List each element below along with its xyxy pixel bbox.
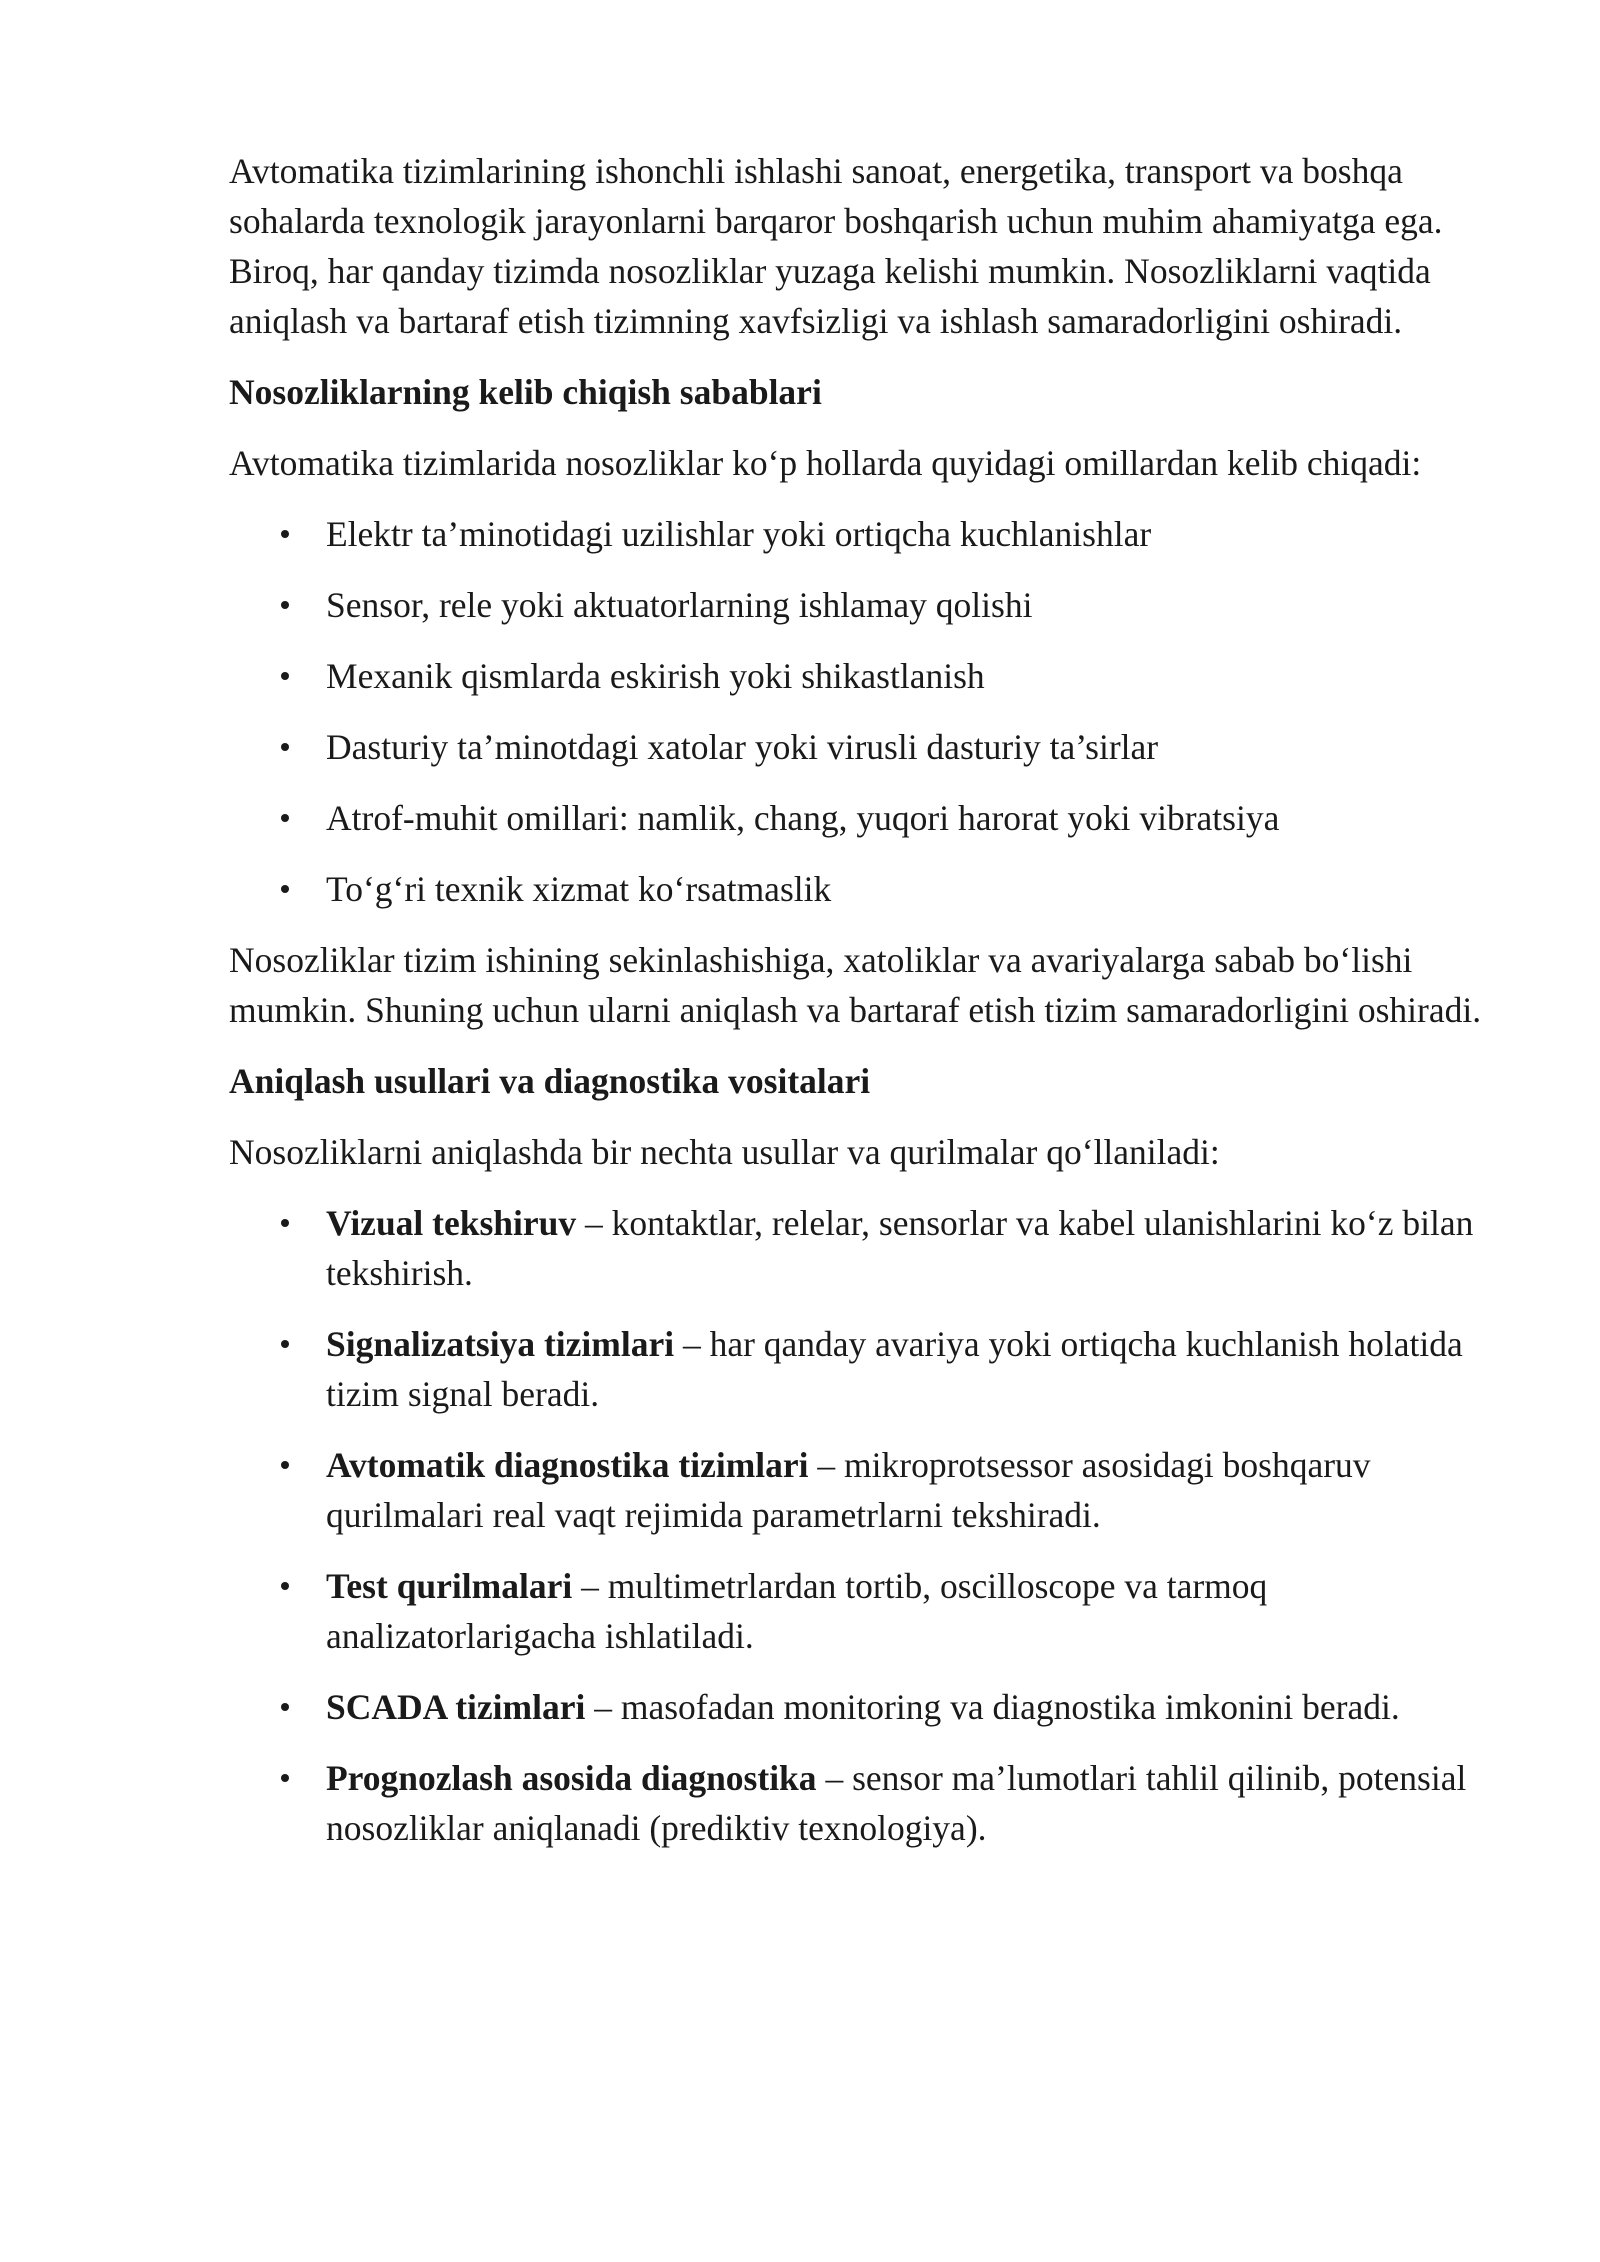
bullet-icon [281,1461,289,1469]
bullet-icon [281,1219,289,1227]
list-item-description: – mikroprotsessor asosidagi boshqaruv qurilmalari real vaqt rejimida parametrlarni tekshiradi. [326,1445,1371,1535]
list-item [229,1440,1491,1540]
bullet-icon [281,814,289,822]
list-item-description: – multimetrlardan tortib, oscilloscope va tarmoq analizatorlarigacha ishlatiladi. [326,1566,1268,1656]
bullet-icon [281,672,289,680]
list-item [229,1561,1491,1661]
bullet-icon [281,885,289,893]
bullet-icon [281,601,289,609]
list-item [229,509,1491,559]
list-item-description: – har qanday avariya yoki ortiqcha kuchlanish holatida tizim signal beradi. [326,1324,1463,1414]
section-heading-diagnostics: Aniqlash usullari va diagnostika vositalari [229,1061,871,1101]
list-item-description: – sensor ma’lumotlari tahlil qilinib, potensial nosozliklar aniqlanadi (prediktiv texnologiya). [326,1758,1467,1848]
bullet-icon [281,743,289,751]
list-item [229,864,1491,914]
bullet-icon [281,1340,289,1348]
list-item [229,580,1491,630]
list-item [229,722,1491,772]
document-body [229,146,1491,1874]
list-item [229,651,1491,701]
list-item [229,1319,1491,1419]
bullet-icon [281,1703,289,1711]
causes-closing-paragraph: Nosozliklar tizim ishining sekinlashishiga, xatoliklar va avariyalarga sabab bo‘lishi mumkin. Shuning uchun ularni aniqlash va bartaraf etish tizim samaradorligini oshiradi. [229,940,1482,1030]
diagnostics-list [229,1198,1491,1853]
list-item-text: Dasturiy ta’minotdagi xatolar yoki virusli dasturiy ta’sirlar [326,727,1159,767]
causes-lead-paragraph: Avtomatika tizimlarida nosozliklar ko‘p hollarda quyidagi omillardan kelib chiqadi: [229,443,1422,483]
intro-paragraph: Avtomatika tizimlarining ishonchli ishlashi sanoat, energetika, transport va boshqa sohalarda texnologik jarayonlarni barqaror boshqarish uchun muhim ahamiyatga ega. Biroq, har qanday tizimda nosozliklar yuzaga kelishi mumkin. Nosozliklarni vaqtida aniqlash va bartaraf etish tizimning xavfsizligi va ishlash samaradorligini oshiradi. [229,151,1443,341]
list-item-term: Signalizatsiya tizimlari [326,1324,675,1364]
list-item [229,1198,1491,1298]
list-item [229,793,1491,843]
bullet-icon [281,1774,289,1782]
list-item-term: Test qurilmalari [326,1566,573,1606]
bullet-icon [281,530,289,538]
diagnostics-lead-paragraph: Nosozliklarni aniqlashda bir nechta usullar va qurilmalar qo‘llaniladi: [229,1132,1220,1172]
list-item [229,1753,1491,1853]
list-item [229,1682,1491,1732]
list-item-description: – masofadan monitoring va diagnostika imkonini beradi. [585,1687,1400,1727]
list-item-term: Vizual tekshiruv [326,1203,577,1243]
section-heading-causes: Nosozliklarning kelib chiqish sabablari [229,372,822,412]
bullet-icon [281,1582,289,1590]
list-item-text: Atrof-muhit omillari: namlik, chang, yuqori harorat yoki vibratsiya [326,798,1280,838]
causes-list [229,509,1491,914]
list-item-text: Elektr ta’minotidagi uzilishlar yoki ortiqcha kuchlanishlar [326,514,1152,554]
list-item-term: Prognozlash asosida diagnostika [326,1758,817,1798]
list-item-term: Avtomatik diagnostika tizimlari [326,1445,809,1485]
list-item-term: SCADA tizimlari [326,1687,586,1727]
list-item-text: Mexanik qismlarda eskirish yoki shikastlanish [326,656,985,696]
list-item-text: Sensor, rele yoki aktuatorlarning ishlamay qolishi [326,585,1033,625]
list-item-text: To‘g‘ri texnik xizmat ko‘rsatmaslik [326,869,832,909]
list-item-description: – kontaktlar, relelar, sensorlar va kabel ulanishlarini ko‘z bilan tekshirish. [326,1203,1474,1293]
